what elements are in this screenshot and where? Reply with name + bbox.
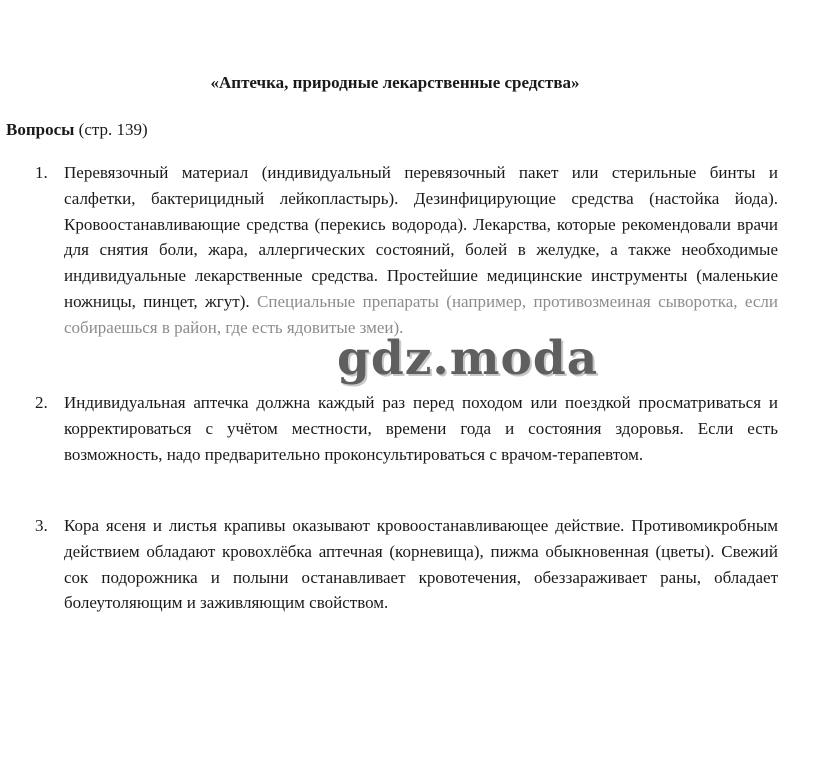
item-number: 2.	[35, 393, 48, 412]
item-text	[64, 390, 778, 467]
page-title: «Аптечка, природные лекарственные средства»	[210, 73, 580, 92]
item-number: 1.	[35, 163, 48, 182]
watermark-logo: gdz.moda	[337, 331, 599, 386]
item-text-main: Индивидуальная аптечка должна каждый раз перед походом или поездкой просматриваться и корректироваться с учётом местности, времени года и состояния здоровья. Если есть возможность, надо предварительно проконсультироваться с врачом-терапевтом.	[64, 393, 778, 464]
item-number: 3.	[35, 516, 48, 535]
item-text	[64, 513, 778, 616]
questions-page-ref: (стр. 139)	[74, 120, 148, 139]
item-text-main: Перевязочный материал (индивидуальный перевязочный пакет или стерильные бинты и салфетки, бактерицидный лейкопластырь). Дезинфицирующие средства (настойка йода). Кровоостанавливающие средства (перекись водорода). Лекарства, которые рекомендовали врачи для снятия боли, жара, аллергических состояний, болей в желудке, а также необходимые индивидуальные лекарственные средства. Простейшие медицинские инструменты (маленькие ножницы, пинцет, жгут).	[64, 163, 778, 311]
item-text-faded: Специальные препараты (например, противозмеиная сыворотка, если собираешься в район, где есть ядовитые змеи).	[64, 291, 779, 337]
item-text-main: Кора ясеня и листья крапивы оказывают кровоостанавливающее действие. Противомикробным действием обладают кровохлёбка аптечная (корневища), пижма обыкновенная (цветы). Свежий сок подорожника и полыни останавливает кровотечения, обеззараживает раны, обладает болеутоляющим и заживляющим свойством.	[64, 516, 778, 613]
questions-heading	[6, 119, 148, 141]
questions-label: Вопросы	[6, 120, 75, 139]
item-text	[64, 160, 778, 341]
